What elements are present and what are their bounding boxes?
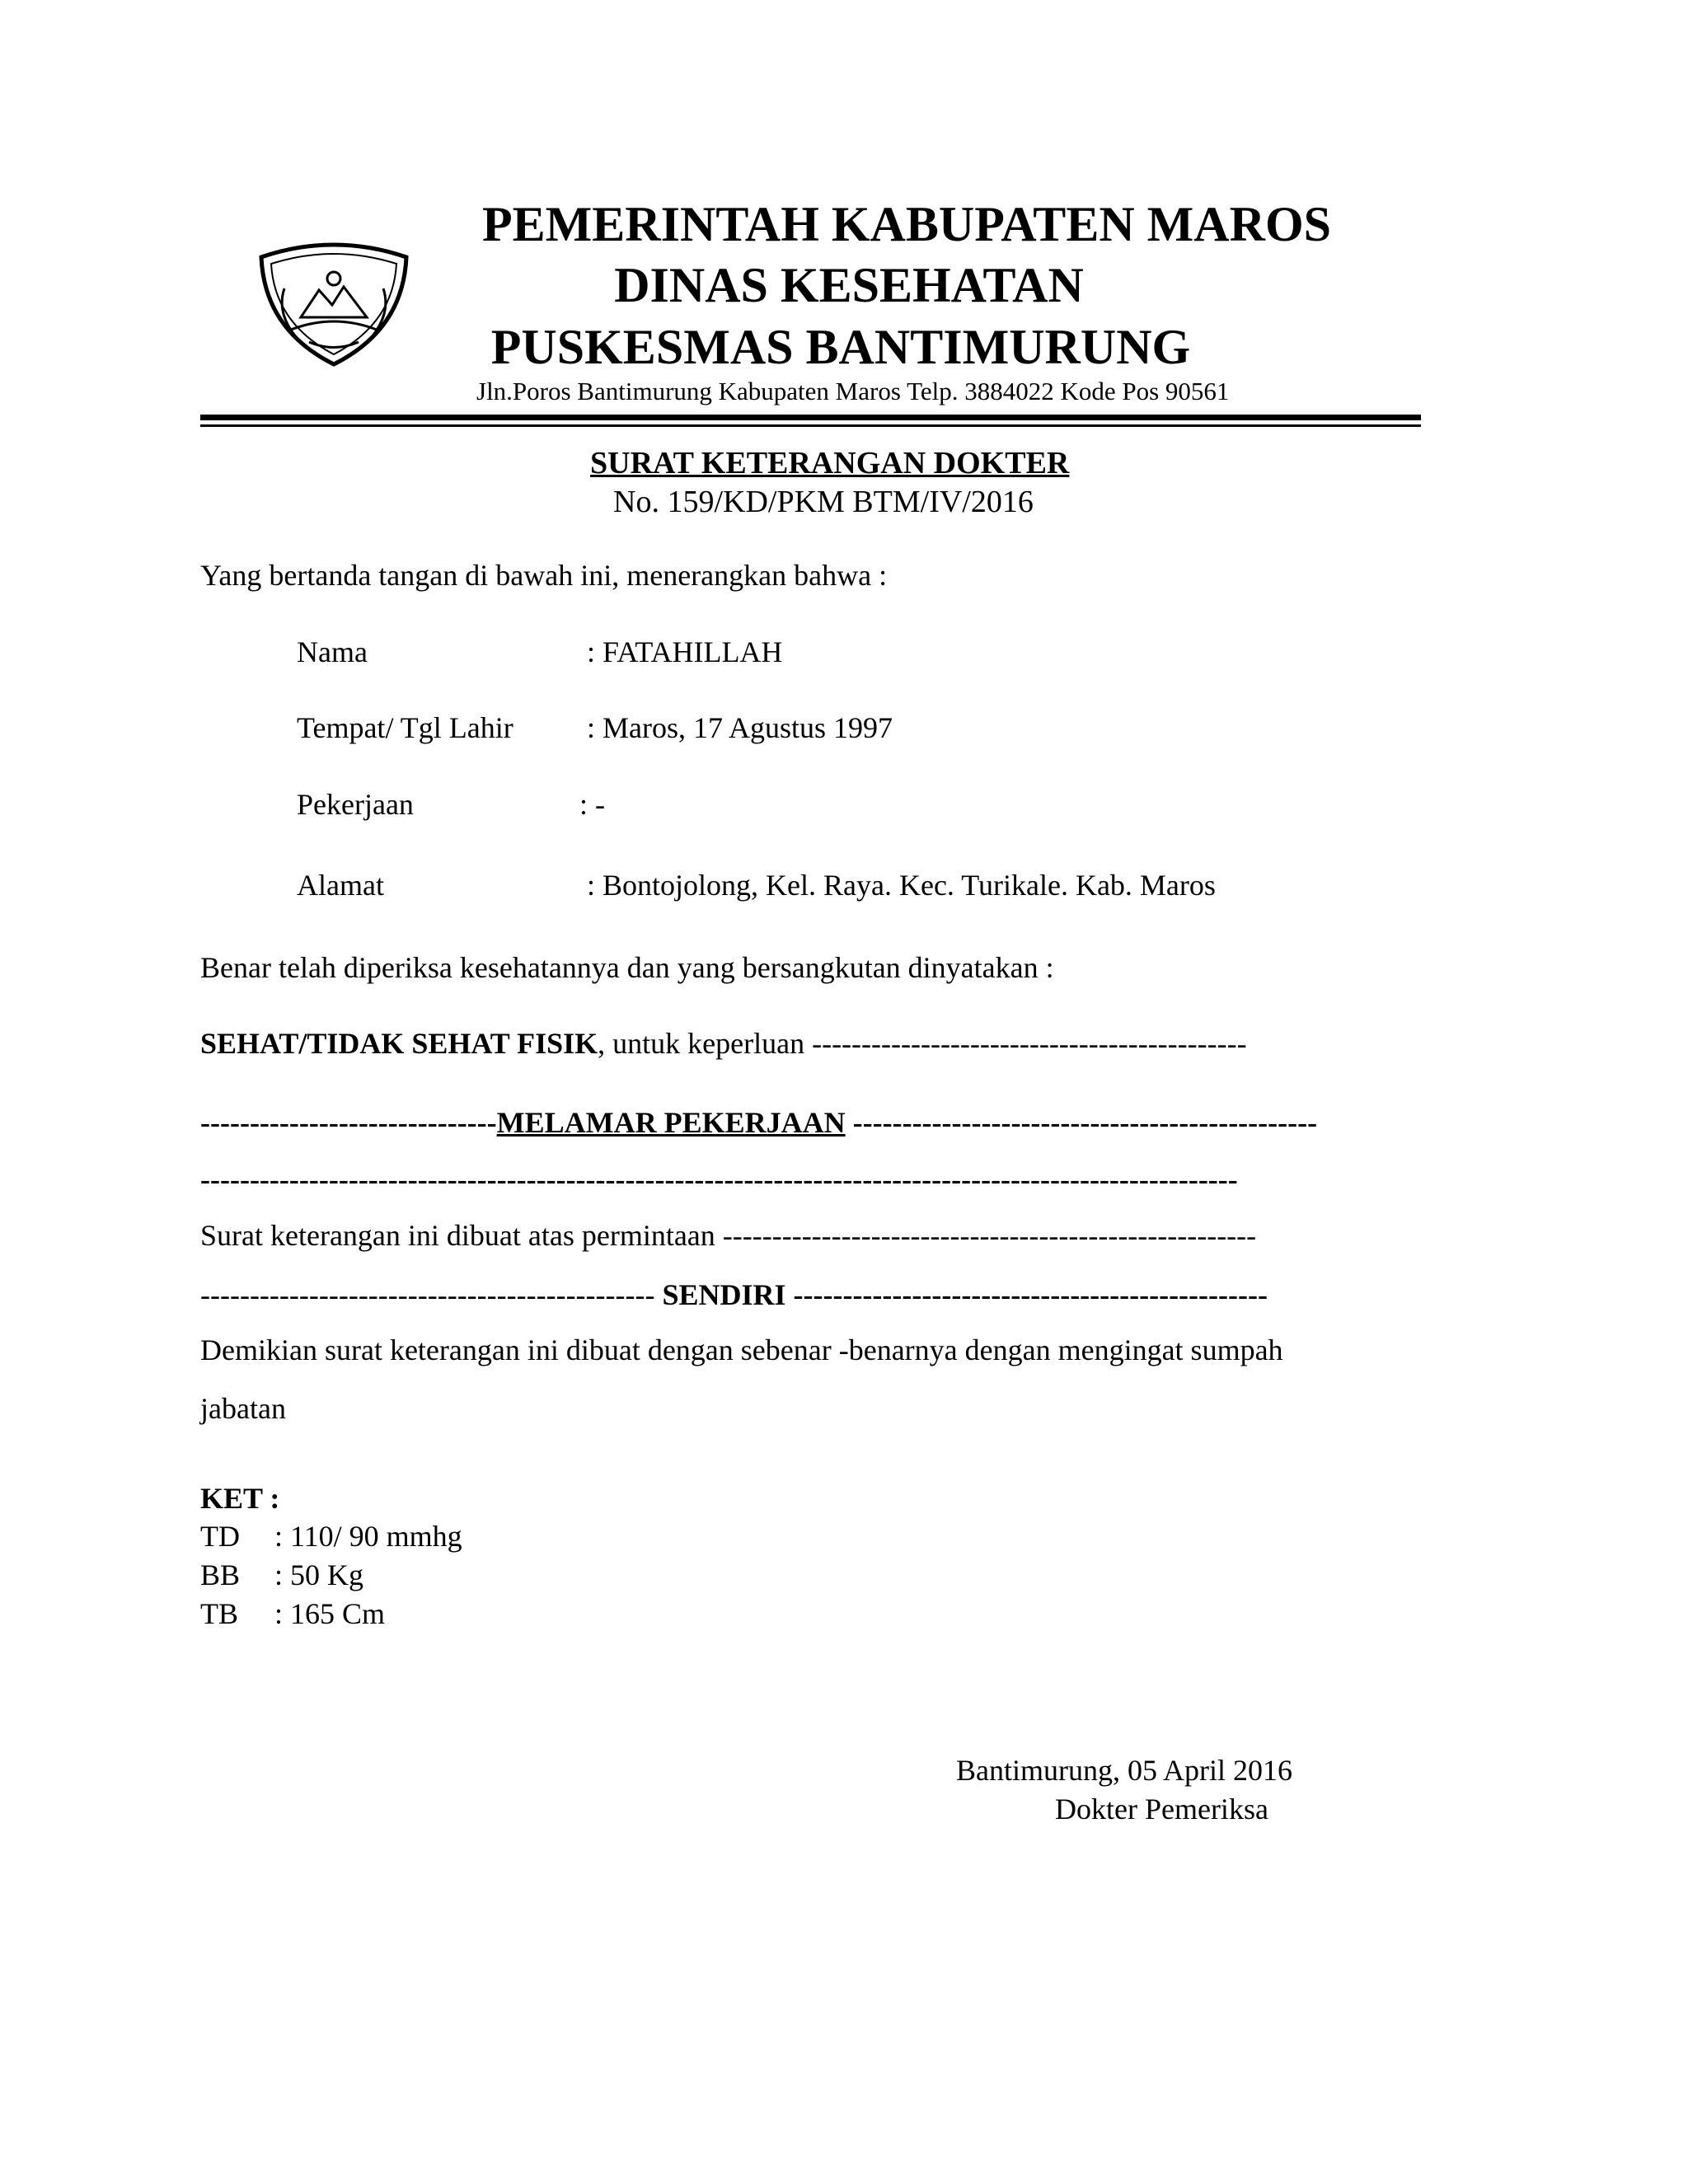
requester-dashes-right: ------------------------------------------------	[785, 1278, 1268, 1311]
ket-value-td: : 110/ 90 mmhg	[274, 1520, 462, 1553]
letterhead-address: Jln.Poros Bantimurung Kabupaten Maros Telp. 3884022 Kode Pos 90561	[476, 377, 1230, 405]
letterhead-department: DINAS KESEHATAN	[614, 258, 1084, 312]
request-dashes: ------------------------------------------------------	[722, 1219, 1257, 1252]
purpose-line	[200, 1105, 1421, 1140]
health-status-line	[200, 1026, 1421, 1061]
filler-dash-line: ---------------------------------------------------------------------------------------------------------	[200, 1163, 1238, 1196]
letterhead-government: PEMERINTAH KABUPATEN MAROS	[481, 197, 1332, 251]
purpose-prefix: , untuk keperluan	[598, 1027, 813, 1060]
document-number: No. 159/KD/PKM BTM/IV/2016	[613, 485, 1034, 519]
signature-place-date: Bantimurung, 05 April 2016	[956, 1754, 1292, 1787]
letterhead-institution: PUSKESMAS BANTIMURUNG	[490, 320, 1191, 374]
letterhead-divider-thin	[200, 424, 1421, 427]
purpose-dashes-right: -----------------------------------------------	[845, 1106, 1318, 1139]
purpose-dashes-left: ------------------------------	[200, 1106, 497, 1139]
requester-value: SENDIRI	[662, 1278, 786, 1311]
statement-text: Benar telah diperiksa kesehatannya dan yang bersangkutan dinyatakan :	[200, 951, 1054, 984]
health-status: SEHAT/TIDAK SEHAT FISIK	[200, 1027, 598, 1060]
ket-heading: KET :	[200, 1482, 280, 1515]
closing-text-cont: jabatan	[200, 1392, 286, 1425]
field-label-birth: Tempat/ Tgl Lahir	[297, 711, 513, 744]
requester-dashes-left: ----------------------------------------------	[200, 1278, 663, 1311]
ket-label-tb: TB	[200, 1597, 239, 1630]
intro-text: Yang bertanda tangan di bawah ini, menerangkan bahwa :	[200, 559, 888, 592]
letterhead-divider-thick	[200, 415, 1421, 420]
ket-value-bb: : 50 Kg	[274, 1558, 363, 1591]
field-label-name: Nama	[297, 635, 368, 668]
request-text: Surat keterangan ini dibuat atas permintaan	[200, 1219, 723, 1252]
ket-label-td: TD	[200, 1520, 240, 1553]
field-value-name: : FATAHILLAH	[587, 635, 783, 668]
closing-text: Demikian surat keterangan ini dibuat dengan sebenar -benarnya dengan mengingat sumpah	[200, 1333, 1283, 1366]
requester-line	[200, 1277, 1421, 1312]
ket-value-tb: : 165 Cm	[274, 1597, 386, 1630]
document-title: SURAT KETERANGAN DOKTER	[590, 446, 1070, 480]
purpose-dashes: --------------------------------------------	[812, 1027, 1247, 1060]
field-label-occupation: Pekerjaan	[297, 788, 414, 821]
signature-role: Dokter Pemeriksa	[1055, 1793, 1268, 1825]
ket-label-bb: BB	[200, 1558, 241, 1591]
field-value-birth: : Maros, 17 Agustus 1997	[587, 711, 893, 744]
field-value-occupation: : -	[579, 788, 605, 821]
field-value-address: : Bontojolong, Kel. Raya. Kec. Turikale. Kab. Maros	[587, 869, 1216, 902]
field-label-address: Alamat	[297, 869, 384, 902]
purpose-value: MELAMAR PEKERJAAN	[496, 1106, 846, 1139]
request-line	[200, 1218, 1421, 1253]
